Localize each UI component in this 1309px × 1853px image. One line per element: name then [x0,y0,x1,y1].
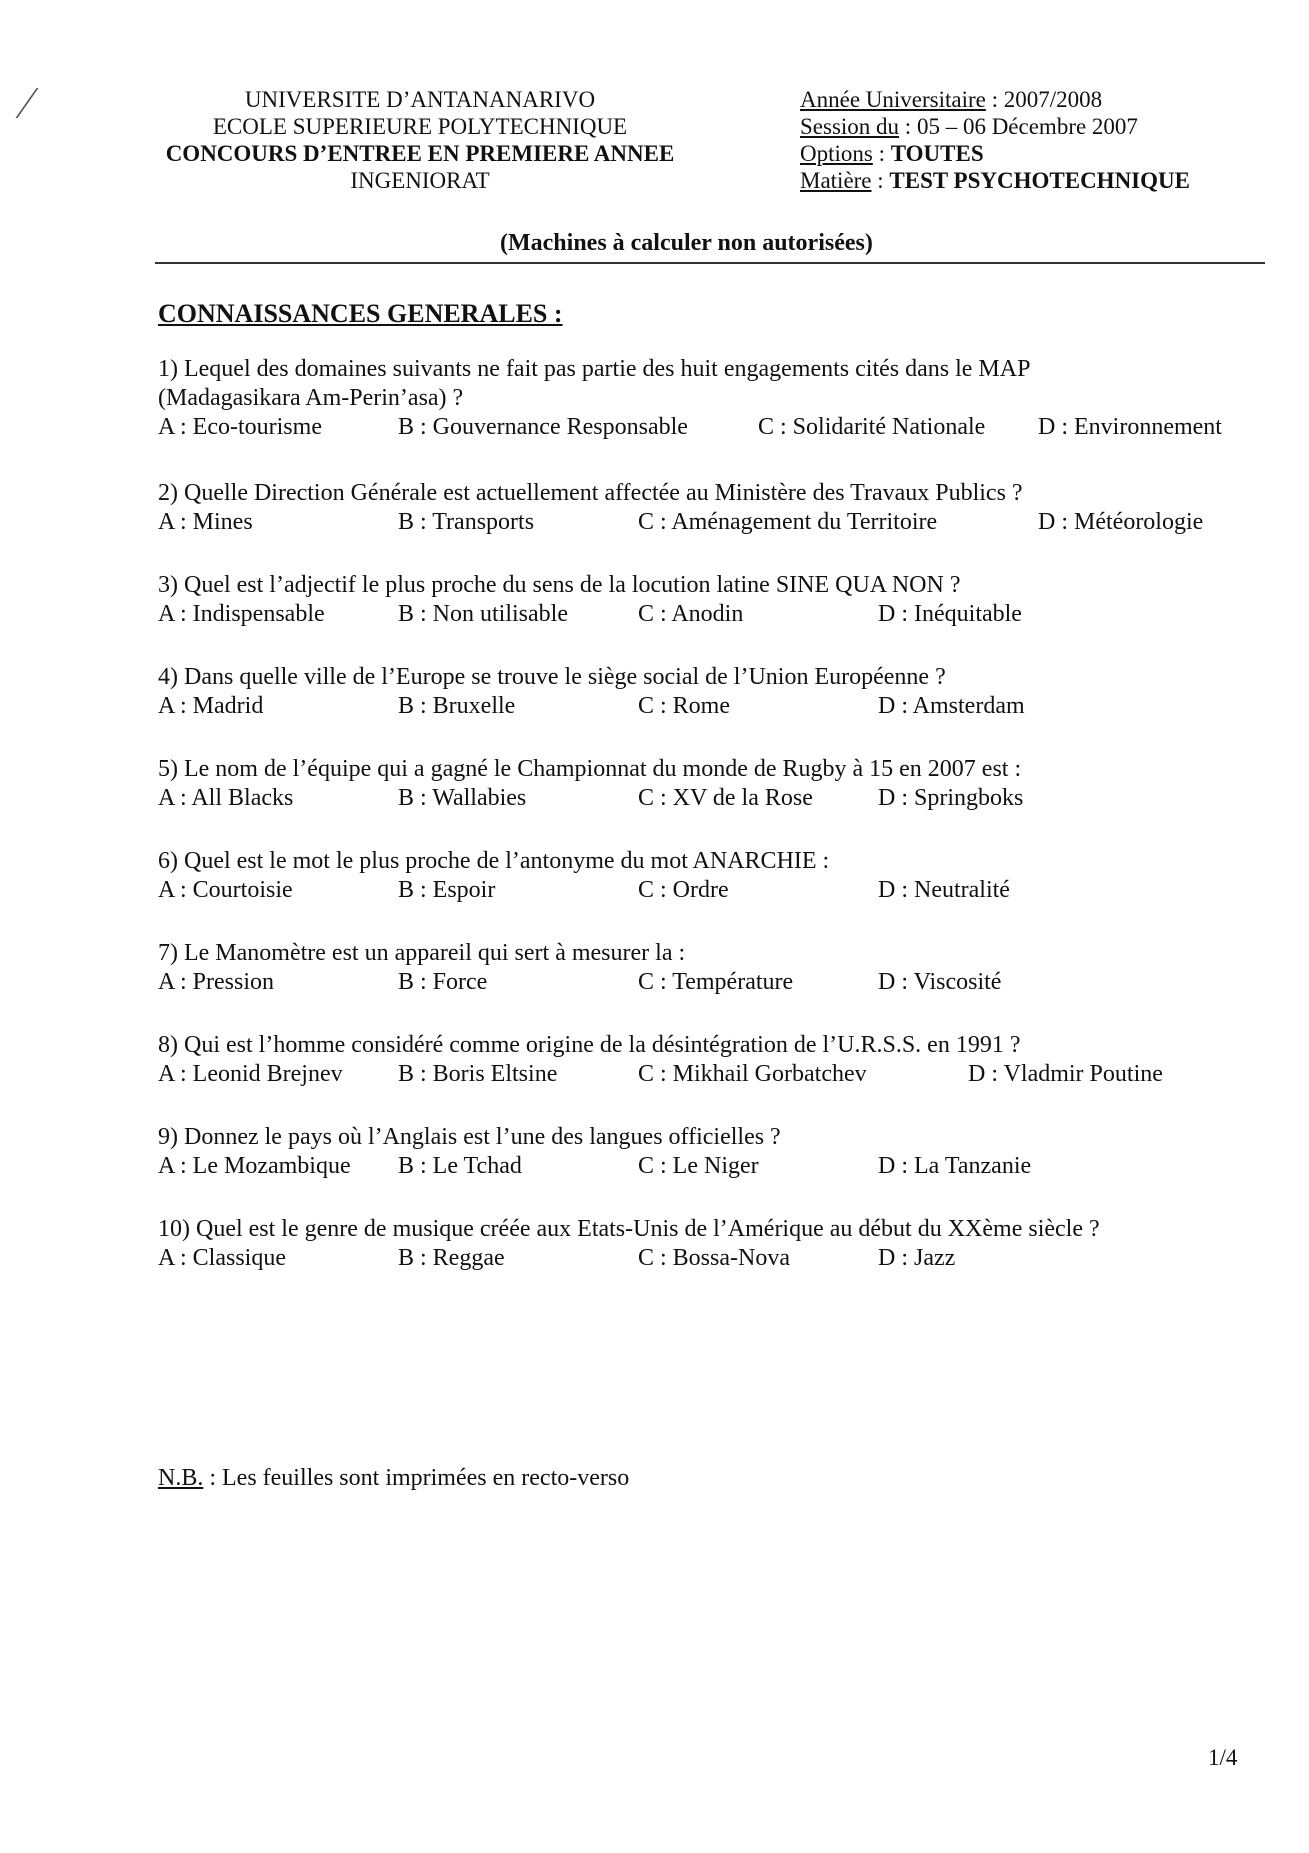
header-line: ECOLE SUPERIEURE POLYTECHNIQUE [212,114,628,139]
question-10 [158,1215,1268,1307]
answer-options [158,1244,1268,1274]
question-text: 8) Qui est l’homme considéré comme origine de la désintégration de l’U.R.S.S. en 1991 ? [158,1032,1021,1058]
answer-options [158,1060,1268,1090]
question-text: 3) Quel est l’adjectif le plus proche du sens de la locution latine SINE QUA NON ? [158,572,961,598]
footer-note: N.B. : Les feuilles sont imprimées en recto-verso [158,1465,630,1491]
question-text: 1) Lequel des domaines suivants ne fait pas partie des huit engagements cités dans le MAP [158,356,1031,382]
answer-option-b: B : Le Tchad [398,1153,522,1179]
answer-option-c: C : Ordre [638,877,729,903]
info-session: Session du : 05 – 06 Décembre 2007 [800,114,1138,139]
question-8 [158,1031,1268,1123]
answer-option-c: C : Le Niger [638,1153,759,1179]
answer-option-a: A : Indispensable [158,601,325,627]
question-text: 5) Le nom de l’équipe qui a gagné le Championnat du monde de Rugby à 15 en 2007 est : [158,756,1022,782]
question-6 [158,847,1268,939]
answer-option-d: D : Vladmir Poutine [968,1061,1163,1087]
answer-option-a: A : Pression [158,969,275,995]
question-5 [158,755,1268,847]
answer-option-a: A : Madrid [158,693,264,719]
question-3 [158,571,1268,663]
question-list [158,355,1268,1307]
question-text: 10) Quel est le genre de musique créée aux Etats-Unis de l’Amérique au début du XXème siècle ? [158,1216,1100,1242]
question-text: 2) Quelle Direction Générale est actuellement affectée au Ministère des Travaux Publics ? [158,480,1023,506]
answer-option-d: D : Springboks [878,785,1024,811]
answer-option-d: D : Neutralité [878,877,1010,903]
answer-option-d: D : Météorologie [1038,509,1204,535]
answer-option-d: D : Inéquitable [878,601,1022,627]
page-number: 1/4 [1208,1745,1238,1770]
question-text: (Madagasikara Am-Perin’asa) ? [158,385,464,411]
institution-header [150,86,690,194]
question-7 [158,939,1268,1031]
answer-option-c: C : Température [638,969,794,995]
answer-option-a: A : Courtoisie [158,877,293,903]
answer-option-b: B : Transports [398,509,535,535]
answer-options [158,600,1268,630]
answer-option-c: C : Rome [638,693,731,719]
answer-option-b: B : Espoir [398,877,496,903]
answer-option-d: D : Viscosité [878,969,1002,995]
header-rule [155,262,1265,264]
answer-option-a: A : Leonid Brejnev [158,1061,343,1087]
answer-option-d: D : La Tanzanie [878,1153,1032,1179]
answer-option-d: D : Amsterdam [878,693,1025,719]
answer-option-a: A : Eco-tourisme [158,414,322,440]
answer-option-b: B : Wallabies [398,785,527,811]
answer-options [158,876,1268,906]
answer-options [158,968,1268,998]
answer-option-b: B : Reggae [398,1245,505,1271]
question-4 [158,663,1268,755]
answer-option-d: D : Environnement [1038,414,1222,440]
answer-option-a: A : All Blacks [158,785,294,811]
header-line: UNIVERSITE D’ANTANANARIVO [244,87,596,112]
answer-option-b: B : Bruxelle [398,693,516,719]
answer-option-b: B : Gouvernance Responsable [398,414,688,440]
info-options: Options : TOUTES [800,141,984,166]
answer-option-c: C : Bossa-Nova [638,1245,790,1271]
question-text: 4) Dans quelle ville de l’Europe se trouve le siège social de l’Union Européenne ? [158,664,946,690]
section-title: CONNAISSANCES GENERALES : [158,299,563,328]
answer-option-c: C : Aménagement du Territoire [638,509,938,535]
answer-option-b: B : Boris Eltsine [398,1061,558,1087]
question-text: 9) Donnez le pays où l’Anglais est l’une des langues officielles ? [158,1124,781,1150]
info-year: Année Universitaire : 2007/2008 [800,87,1103,112]
answer-options [158,413,1268,443]
answer-options [158,508,1268,538]
answer-option-a: A : Classique [158,1245,287,1271]
answer-option-d: D : Jazz [878,1245,956,1271]
answer-option-a: A : Le Mozambique [158,1153,351,1179]
answer-option-c: C : XV de la Rose [638,785,813,811]
answer-options [158,784,1268,814]
answer-option-c: C : Solidarité Nationale [758,414,986,440]
question-2 [158,479,1268,571]
answer-option-b: B : Non utilisable [398,601,568,627]
answer-option-a: A : Mines [158,509,253,535]
question-1 [158,355,1268,479]
answer-options [158,1152,1268,1182]
exam-info [800,86,1280,194]
answer-option-c: C : Anodin [638,601,744,627]
answer-options [158,692,1268,722]
calculator-note: (Machines à calculer non autorisées) [500,230,873,256]
question-text: 6) Quel est le mot le plus proche de l’antonyme du mot ANARCHIE : [158,848,830,874]
info-subject: Matière : TEST PSYCHOTECHNIQUE [800,168,1190,193]
question-9 [158,1123,1268,1215]
answer-option-b: B : Force [398,969,488,995]
answer-option-c: C : Mikhail Gorbatchev [638,1061,867,1087]
header-line: INGENIORAT [350,168,490,193]
header-line: CONCOURS D’ENTREE EN PREMIERE ANNEE [165,141,675,166]
question-text: 7) Le Manomètre est un appareil qui sert à mesurer la : [158,940,686,966]
pen-mark [0,88,39,118]
